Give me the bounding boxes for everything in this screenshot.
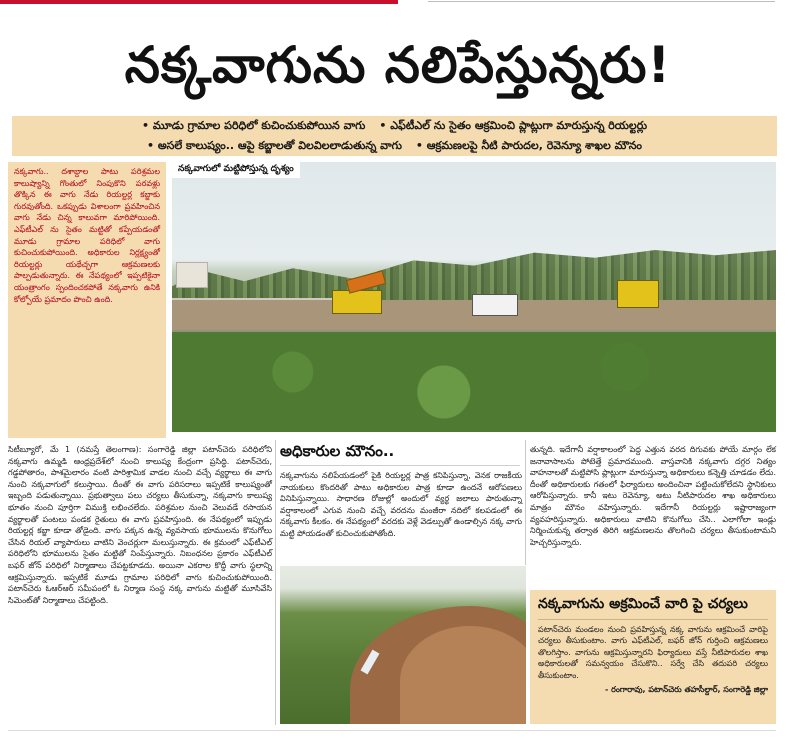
top-gray-rule [428,1,775,2]
bullet-row [12,116,777,136]
footer-rule [8,730,776,731]
photo-truck [332,290,382,314]
sidebar-panel [8,162,166,438]
article-body-middle: నక్కవాగును నలిపేయడంలో పైకి రియల్టర్ల పాత్ర కనిపిస్తున్నా, వెనక రాజకీయ నాయకులు కొందరితో పాటు అధికారుల పాత్ర కూడా ఉందనే ఆరోపణలు వినిపిస్తున్నాయి. సాధారణ రోజుల్లో అందులో వ్యర్థ జలాలు పారుతున్నా వర్షాకాలంలో ఎగువ నుంచి వచ్చే వరదను మంజీరా నదిలో కలపడంలో ఈ నక్కవాగు కీలకం. ఈ నేపథ్యంలో వరదకు వెళ్లే వెడల్పుతో ఉండాల్సిన నక్క వాగు మట్టి పోయడంతో కుచించుకుపోతోంది. [280,471,522,538]
bullet-item: • అసలే కాలుష్యం.. ఆపై కబ్జాలతో విలవిలలాడుతున్న వాగు [146,139,402,152]
headline: నక్కవాగును నలిపేస్తున్నరు! [124,36,672,94]
bullet-row [12,136,777,156]
bottom-photo [280,566,526,724]
bullet-item: • ఆక్రమణలపై నీటి పారుదల, రెవెన్యూ శాఖల మౌనం [415,139,643,152]
article-body-right: తున్నది. ఇదేగానీ వర్షాకాలంలో పెద్ద ఎత్తున వరద దిగువకు పోయే మార్గం లేక జనావాసాలను పోటెత్తే ప్రమాదముంది. వాస్తవానికి నక్కవాగు దగ్గర నిత్యం వాహనాలతో మట్టిపోసి ప్లాట్లుగా మారుస్తున్నా అధికారులు కన్నెత్తి చూడడం లేదు. దీంతో అధికారులకు గతంలో ఫిర్యాదులు అందించినా పట్టించుకోలేదని స్థానికులు ఆరోపిస్తున్నారు. కానీ ఇటు రెవెన్యూ, అటు నీటిపారుదల శాఖ అధికారులు మాత్రం మౌనం వహిస్తున్నారు. ఇదేగానీ రియల్టర్లు ఇష్టారాజ్యంగా వ్యవహరిస్తున్నారు. అధికారులు వాటిని కొనుగోలు చేసి.. ఎలాగోలా ఇండ్లు నిర్మించుకున్న తర్వాత తిరిగి ఆక్రమణలను తొలగించి చర్యలు తీసుకుంటామని హెచ్చరిస్తున్నారు. [530,445,776,547]
bullet-item: • ఎఫ్‌టీఎల్ ను సైతం ఆక్రమించి ప్లాట్లుగా మారుస్తున్న రియల్టర్లు [379,119,648,132]
sub-heading: అధికారుల మౌనం.. [280,442,395,460]
photo-caption: నక్కవాగులో మట్టిపోస్తున్న దృశ్యం [172,162,300,178]
bullet-strip [12,116,777,156]
quote-box [530,590,776,724]
quote-box-title: నక్కవాగును అక్రమించే వారి పై చర్యలు [538,596,748,612]
bullet-text: అసలే కాలుష్యం.. ఆపై కబ్జాలతో విలవిలలాడుతున్న వాగు [157,139,402,152]
photo-building [176,262,208,288]
quote-box-text: పటాన్‌చెరు మండలం నుంచి ప్రవహిస్తున్న నక్క వాగును ఆక్రమించే వారిపై చర్యలు తీసుకుంటాం. వాగు ఎఫ్‌టీఎల్, బఫర్ జోన్ గుర్తించి ఆక్రమణలు తొలగిస్తాం. వాగును ఆక్రమిస్తున్నారని ఫిర్యాదులు వస్తే నీటిపారుదల శాఖ అధికారులతో సమన్వయం చేసుకొని.. సర్వే చేసి తదుపరి చర్యలు తీసుకుంటాం. [538,625,768,680]
quote-box-rule [538,619,768,620]
column-divider [275,440,276,725]
bullet-text: ఆక్రమణలపై నీటి పారుదల, రెవెన్యూ శాఖల మౌనం [426,139,643,152]
photo-bushes [172,332,776,432]
bullet-text: ఎఫ్‌టీఎల్ ను సైతం ఆక్రమించి ప్లాట్లుగా మారుస్తున్న రియల్టర్లు [390,119,648,132]
quote-byline: - రంగారావు, పటాన్‌చెరు తహసీల్దార్, సంగారెడ్డి జిల్లా [605,685,768,695]
bullet-text: మూడు గ్రామాల పరిధిలో కుచించుకుపోయిన వాగు [152,119,366,132]
bullet-item: • మూడు గ్రామాల పరిధిలో కుచించుకుపోయిన వాగు [141,119,366,132]
sidebar-text: నక్కవాగు.. దశాబ్దాల పాటు పరిశ్రమల కాలుష్యాన్ని గొంతులో నింపుకొని పరవళ్లు తొక్కిన ఈ వాగు నేడు రియల్టర్ల కబ్జాకు గురవుతోంది. ఒకప్పుడు విశాలంగా ప్రవహించిన వాగు నేడు చిన్న కాలువగా మారిపోయింది. ఎఫ్‌టీఎల్ ను సైతం మట్టితో కప్పేయడంతో మూడు గ్రామాల పరిధిలో వాగు కుచించుకుపోయింది. అధికారుల నిర్లక్ష్యంతో రియల్టర్లు యథేచ్ఛగా ఆక్రమణలకు పాల్పడుతున్నారు. ఈ నేపథ్యంలో ఇప్పటికైనా యంత్రాంగం స్పందించకపోతే నక్కవాగు ఉనికి కోల్పోయే ప్రమాదం పొంచి ఉంది. [14,167,160,304]
photo-truck [617,280,659,308]
column-divider [525,440,526,565]
sub-heading-rule [280,465,520,466]
photo-truck [472,294,518,316]
article-body-left: సిటీబ్యూరో, మే 1 (నమస్తే తెలంగాణ): సంగారెడ్డి జిల్లా పటాన్‌చెరు పరిధిలోని నక్కవాగు ఉమ్మడి ఆంధ్రప్రదేశ్‌లో నుంచి కాలుష్య కేంద్రంగా ప్రసిద్ధి. పటాన్‌చెరు, గడ్డపోతారం, పాశమైలారం వంటి పారిశ్రామిక వాడల నుంచి వచ్చే వ్యర్థాలు ఈ వాగు నుంచి నక్కవాగులో కలుస్తాయి. దీంతో ఈ వాగు పరిసరాలు ఇప్పటికే కాలుష్యంతో ఇబ్బంది పడుతున్నాయి. ప్రభుత్వాలు పలు చర్యలు తీసుకున్నా, నక్కవాగు కాలుష్య భూతం నుంచి పూర్తిగా విముక్తి లభించలేదు. పరిశ్రమల నుంచి వెలువడే రసాయన వ్యర్థాలతో పంటలు పండక రైతులు ఈ వాగు ప్రవహిస్తుంది. ఈ నేపథ్యంలో ఇప్పుడు రియల్టర్ల కబ్జా కూడా తోడైంది. వాగు పక్కన ఉన్న వ్యవసాయ భూములను కొనుగోలు చేసిన రియల్ వ్యాపారులు వాటిని వెంచర్లుగా మలుస్తున్నారు. ఈ క్రమంలో ఎఫ్‌టీఎల్ పరిధిలోని భూములను సైతం మట్టితో నింపేస్తున్నారు. నిబంధనల ప్రకారం ఎఫ్‌టీఎల్ బఫర్ జోన్ పరిధిలో నిర్మాణాలు చేపట్టకూడదు. అయినా ఎకరాల కొద్దీ వాగు స్థలాన్ని ఆక్రమిస్తున్నారు. ఇప్పటికే మూడు గ్రామాల పరిధిలో వాగు కుచించుకుపోయింది. పటాన్‌చెరు ఓఆర్ఆర్ సమీపంలో ఓ నిర్మాణ సంస్థ నక్క వాగును మట్టితో మూసివేసి సిమెంట్‌తో నిర్మాణాలు చేపట్టింది. [8,445,272,605]
top-red-rule [0,0,398,4]
top-photo [172,162,776,432]
